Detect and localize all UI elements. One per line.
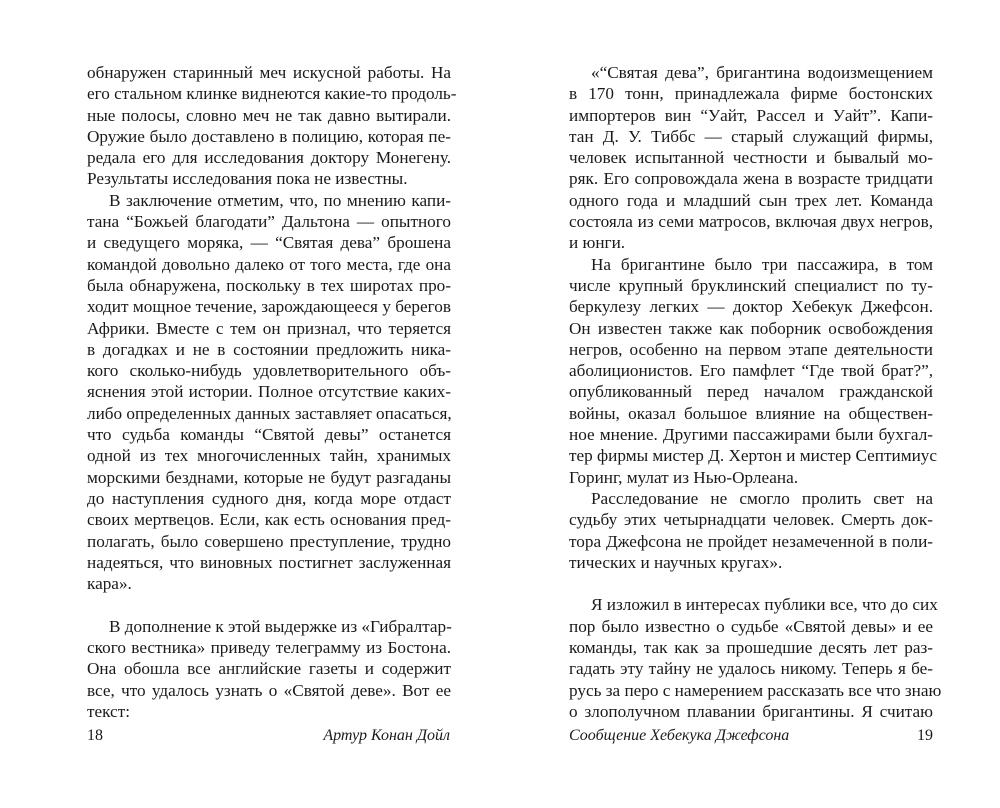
text-line: одного года и младший сын трех лет. Команда — [569, 190, 933, 210]
text-line: ского вестника» приведу телеграмму из Бостона. — [87, 638, 451, 658]
text-line: морскими безднами, которые не будут разгаданы — [87, 467, 451, 487]
text-line: Он известен также как поборник освобождения — [569, 318, 933, 338]
running-head-title: Сообщение Хебекука Джефсона — [569, 727, 790, 744]
text-line: обнаружен старинный меч искусной работы. На — [87, 63, 451, 82]
right-page-text — [569, 62, 942, 722]
left-page-text — [87, 62, 457, 722]
paragraph-gap — [87, 594, 451, 615]
text-line: опубликованный перед началом гражданской — [569, 382, 933, 402]
text-line: Расследование не смогло пролить свет на — [591, 488, 933, 508]
paragraph-gap — [569, 573, 933, 594]
text-line: русь за перо с намерением рассказать все что знаю — [569, 680, 942, 700]
text-line: до наступления судного дня, когда море отдаст — [87, 488, 451, 508]
text-line: текст: — [87, 701, 130, 721]
text-line: полагать, было совершено преступление, трудно — [87, 531, 451, 551]
text-line: и сведущего моряка, — “Святая дева” брошена — [87, 233, 451, 253]
paragraph — [87, 62, 457, 190]
text-line: состояла из семи матросов, включая двух негров, — [569, 212, 933, 232]
text-line: В дополнение к этой выдержке из «Гибралтар- — [109, 616, 452, 636]
text-line: либо определенных данных заставляет опасаться, — [87, 403, 452, 423]
text-line: о злополучном плавании бригантины. Я считаю — [569, 701, 933, 721]
text-line: и юнги. — [569, 233, 626, 253]
paragraph — [569, 62, 933, 254]
right-page — [500, 0, 1000, 808]
text-line: тора Джефсона не пройдет незамеченной в поли- — [569, 531, 933, 551]
text-line: была обнаружена, поскольку в тех широтах про- — [87, 275, 451, 295]
text-line: надеяться, что виновных постигнет заслуженная — [87, 552, 451, 572]
text-line: яснения этой истории. Полное отсутствие каких- — [87, 382, 451, 402]
text-line: Она обошла все английские газеты и содержит — [87, 659, 451, 679]
paragraph — [87, 616, 451, 722]
text-line: что судьба команды “Святой девы” останется — [87, 425, 451, 445]
text-line: аболиционистов. Его памфлет “Где твой брат?”, — [569, 361, 933, 381]
paragraph — [569, 594, 942, 722]
text-line: в 170 тонн, принадлежала фирме бостонских — [569, 84, 933, 104]
text-line: тер фирмы мистер Д. Хертон и мистер Септимиус — [569, 446, 937, 466]
text-line: судьбу этих четырнадцати человек. Смерть док- — [569, 510, 933, 530]
text-line: Горинг, мулат из Нью-Орлеана. — [569, 467, 799, 487]
text-line: человек испытанной честности и бывалый мо- — [569, 148, 933, 168]
page-number: 19 — [917, 727, 933, 744]
text-line: его стальном клинке виднеются какие-то продоль- — [87, 84, 457, 104]
text-line: редала его для исследования доктору Монегену. — [87, 148, 451, 168]
paragraph — [569, 488, 933, 573]
text-line: беркулезу легких — доктор Хебекук Джефсон. — [569, 297, 933, 317]
text-line: тических и научных кругах». — [569, 552, 783, 572]
paragraph — [569, 254, 937, 488]
text-line: команды, так как за прошедшие десять лет раз- — [569, 638, 933, 658]
text-line: ряк. Его сопровождала жена в возрасте тридцати — [569, 169, 933, 189]
text-line: импортеров вин “Уайт, Рассел и Уайт”. Капи- — [569, 105, 933, 125]
text-line: в догадках и не в состоянии предложить ника- — [87, 339, 451, 359]
text-line: ное мнение. Другими пассажирами были бухгал- — [569, 425, 933, 445]
text-line: Африки. Вместе с тем он признал, что теряется — [87, 318, 451, 338]
text-line: своих мертвецов. Если, как есть основания пред- — [87, 510, 451, 530]
text-line: войны, оказал большое влияние на обществен- — [569, 403, 933, 423]
running-head-author: Артур Конан Дойл — [323, 727, 450, 744]
text-line: тан Д. У. Тиббс — старый служащий фирмы, — [569, 126, 933, 146]
text-line: «“Святая дева”, бригантина водоизмещением — [591, 63, 933, 82]
text-line: числе крупный бруклинский специалист по ту- — [569, 275, 933, 295]
text-line: командой довольно далеко от того места, где она — [87, 254, 451, 274]
text-line: одной из тех многочисленных тайн, хранимых — [87, 446, 451, 466]
paragraph — [87, 190, 451, 595]
page-number: 18 — [87, 727, 103, 744]
text-line: На бригантине было три пассажира, в том — [591, 254, 933, 274]
text-line: кого сколько-нибудь удовлетворительного объ- — [87, 361, 451, 381]
text-line: все, что удалось узнать о «Святой деве». Вот ее — [87, 680, 451, 700]
text-line: Результаты исследования пока не известны. — [87, 169, 408, 189]
text-line: ходит мощное течение, зарождающееся у берегов — [87, 297, 451, 317]
text-line: В заключение отметим, что, по мнению капи- — [109, 190, 451, 210]
text-line: Оружие было доставлено в полицию, которая пе- — [87, 126, 451, 146]
text-line: Я изложил в интересах публики все, что до сих — [591, 595, 938, 615]
text-line: негров, особенно на первом этапе деятельности — [569, 339, 933, 359]
text-line: кара». — [87, 574, 132, 594]
text-line: тана “Божьей благодати” Дальтона — опытного — [87, 212, 451, 232]
text-line: пор было известно о судьбе «Святой девы» и ее — [569, 616, 933, 636]
text-line: ные полосы, словно меч не так давно вытирали. — [87, 105, 451, 125]
text-line: гадать эту тайну не удалось никому. Теперь я бе- — [569, 659, 933, 679]
